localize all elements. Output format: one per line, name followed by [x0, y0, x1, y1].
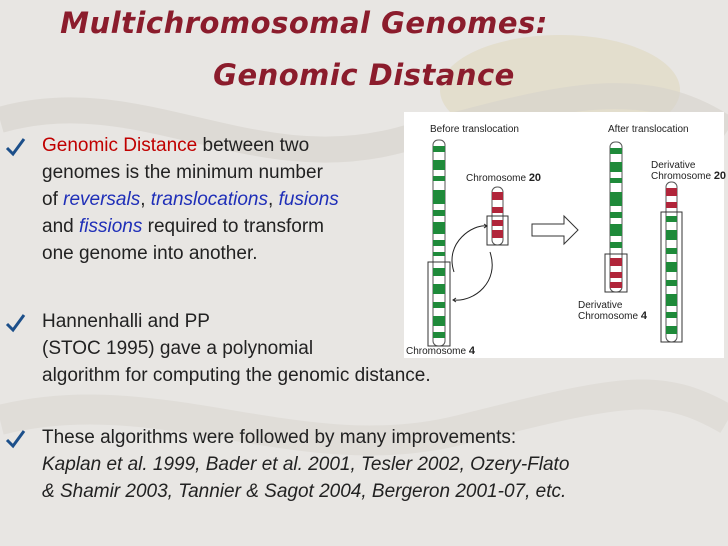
chromosome-4-label: Chromosome 4 [406, 345, 475, 357]
bullet3-line1: These algorithms were followed by many improvements: [42, 427, 517, 448]
bullet2-line1: Hannenhalli and PP [42, 311, 210, 332]
bullet2-line2: (STOC 1995) gave a polynomial [42, 338, 314, 359]
term-reversals: reversals [63, 189, 141, 210]
translocation-figure [404, 112, 727, 358]
slide-title-line2: Genomic Distance [213, 58, 515, 92]
chromosome-20-label: Chromosome 20 [466, 172, 542, 184]
term-fissions: fissions [78, 216, 143, 237]
bullet1-line3: of reversals, translocations, fusions [42, 189, 339, 210]
bullet2-line3: algorithm for computing the genomic distance. [42, 365, 431, 386]
chromosome-4-before [428, 140, 450, 346]
swap-arrow-down [454, 252, 492, 300]
swap-arrow-up [452, 226, 486, 272]
bullet1-line4: and fissions required to transform [42, 216, 324, 237]
term-fusions: fusions [278, 189, 339, 210]
translocation-arrow-icon [532, 216, 578, 244]
chromosome-diagram [404, 112, 727, 358]
bullet-improvements [4, 424, 724, 524]
bullet-genomic-distance [4, 132, 404, 272]
derivative-chromosome-20-label: Derivative Chromosome 20 [651, 160, 727, 182]
bullet1-line2: genomes is the minimum number [42, 162, 323, 183]
checkmark-icon [4, 428, 26, 450]
after-translocation-label: After translocation [608, 124, 689, 135]
bullet3-line2: Kaplan et al. 1999, Bader et al. 2001, Tesler 2002, Ozery-Flato [42, 454, 570, 475]
checkmark-icon [4, 136, 26, 158]
chromosome-20-before [487, 187, 508, 245]
bullet1-line1: Genomic Distance between two [42, 135, 310, 156]
term-genomic-distance: Genomic Distance [42, 135, 198, 156]
derivative-chromosome-4 [605, 142, 627, 292]
term-translocations: translocations [150, 189, 268, 210]
derivative-chromosome-20 [661, 182, 682, 342]
checkmark-icon [4, 312, 26, 334]
bullet3-line3: & Shamir 2003, Tannier & Sagot 2004, Bergeron 2001-07, etc. [42, 481, 567, 502]
before-translocation-label: Before translocation [430, 124, 519, 135]
slide-title-line1: Multichromosomal Genomes: [60, 6, 548, 40]
bullet1-line5: one genome into another. [42, 243, 258, 264]
derivative-chromosome-4-label: Derivative Chromosome 4 [578, 300, 647, 322]
